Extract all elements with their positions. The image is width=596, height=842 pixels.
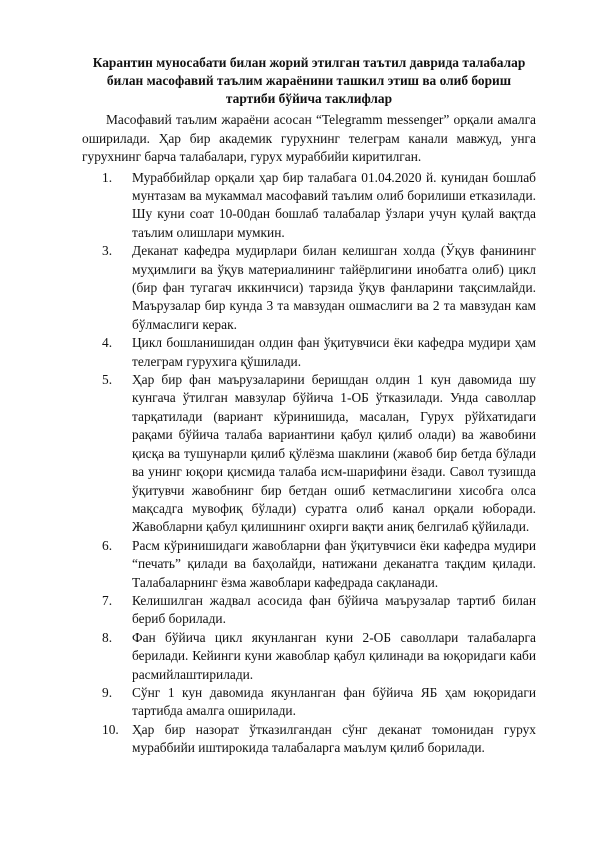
list-item-text: Расм кўринишидаги жавобларни фан ўқитувчиси ёки кафедра мудири “печать” қилади ва баҳолайди, натижани деканатга тақдим қилади. Талабаларнинг ёзма жавоблари кафедрада сақланади. [132,537,536,590]
list-item-number: 3. [102,243,113,259]
list-item [102,242,536,334]
list-item-number: 10. [102,721,119,737]
list-item-text: Ҳар бир фан маърузаларини беришдан олдин 1 кун давомида шу кунгача ўтилган мавзулар бўйича 1-ОБ ўтказилади. Унда саволлар тарқатилади (вариант кўринишида, масалан, Гурух рўйхатидаги рақами бўйича талаба вариантини қабул қилиб олади) ва жавобини қисқа ва тушунарли қилиб қўлёзма шаклини (жавоб бир бетда бўлади ва унинг юқори қисмида талаба исм-шарифини ёзади. Савол тузишда ўқитувчи жавобнинг бир бетдан ошиб кетмаслигини хисобга олса мақсадга мувофиқ бўлади) суратга олиб канал орқали юборади. Жавобларни қабул қилишнинг охирги вақти аниқ белгилаб қўйилади. [132,372,536,535]
list-item-number: 6. [102,537,113,553]
list-item-number: 1. [102,169,113,185]
list-item [102,629,536,684]
proposal-list [82,169,536,758]
list-item [102,592,536,629]
list-item-text: Ҳар бир назорат ўтказилгандан сўнг деканат томонидан гурух мураббийи иштирокида талабаларга маълум қилиб борилади. [132,721,536,756]
document-title [82,54,536,107]
title-line: тартиби бўйича таклифлар [225,90,393,106]
list-item [102,334,536,371]
list-item [102,169,536,243]
list-item-number: 8. [102,629,113,645]
list-item [102,684,536,721]
list-item-text: Фан бўйича цикл якунланган куни 2-ОБ саволлари талабаларга берилади. Кейинги куни жавоблар қабул қилинади ва юқоридаги каби расмийлаштирилади. [132,629,536,682]
list-item [102,721,536,758]
list-item [102,537,536,592]
list-item-text: Деканат кафедра мудирлари билан келишган холда (Ўқув фанининг муҳимлиги ва ўқув материалининг тайёрлигини инобатга олиб) цикл (бир фан тугагач иккинчиси) тарзида ўқув фанларини тақсимлайди. Маърузалар бир кунда 3 та мавзудан ошмаслиги ва 2 та мавзудан кам бўлмаслиги керак. [132,243,536,332]
list-item-number: 4. [102,335,113,351]
title-line: билан масофавий таълим жараёнини ташкил этиш ва олиб бориш [106,72,512,88]
list-item-text: Келишилган жадвал асосида фан бўйича маърузалар тартиб билан бериб борилади. [132,592,536,627]
title-line: Карантин муносабати билан жорий этилган таътил даврида талабалар [92,55,526,70]
list-item-text: Цикл бошланишидан олдин фан ўқитувчиси ёки кафедра мудири ҳам телеграм гурухига қўшилади. [132,335,536,369]
list-item-number: 7. [102,592,113,608]
list-item-number: 5. [102,372,113,388]
list-item-text: Мураббийлар орқали ҳар бир талабага 01.04.2020 й. кунидан бошлаб мунтазам ва мукаммал масофавий таълим олиб борилиши етказилади. Шу куни соат 10-00дан бошлаб талабалар ўзлари учун қулай вақтда таълим олишлари мумкин. [132,169,536,240]
list-item-text: Сўнг 1 кун давомида якунланган фан бўйича ЯБ ҳам юқоридаги тартибда амалга оширилади. [132,684,536,719]
list-item [102,371,536,537]
intro-paragraph: Масофавий таълим жараёни асосан “Telegramm messenger” орқали амалга оширилади. Ҳар бир академик гурухнинг телеграм канали мавжуд, унга гурухнинг барча талабалари, гурух мураббийи киритилган. [82,112,536,165]
list-item-number: 9. [102,684,113,700]
